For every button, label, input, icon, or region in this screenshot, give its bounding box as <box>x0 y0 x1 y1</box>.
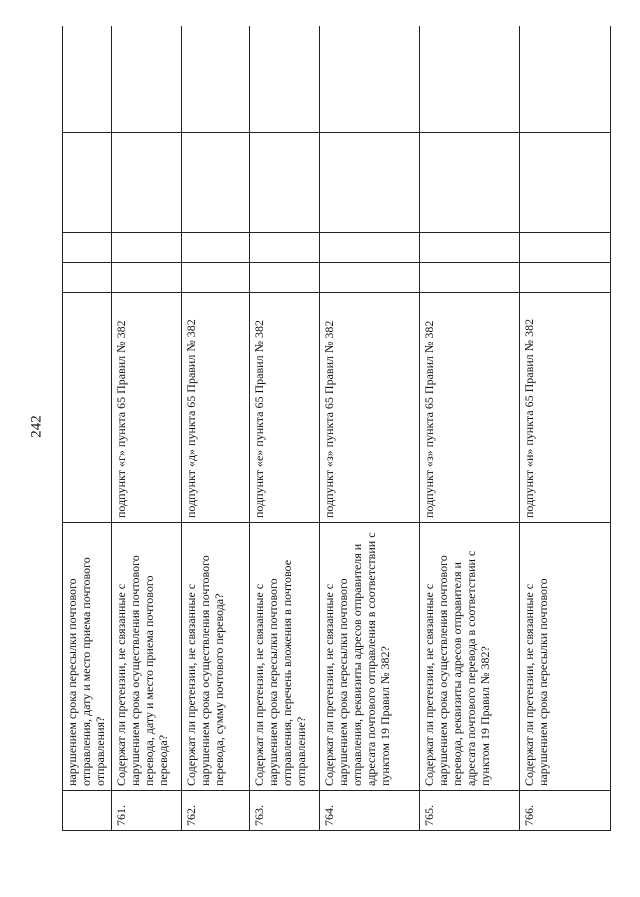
empty-cell <box>320 233 420 263</box>
empty-cell <box>63 263 112 293</box>
table-row-continuation <box>63 26 112 831</box>
empty-cell <box>112 133 182 233</box>
empty-cell <box>520 233 611 263</box>
reference-cell: подпункт «з» пункта 65 Правил № 382 <box>320 293 420 523</box>
reference-cell: подпункт «е» пункта 65 Правил № 382 <box>250 293 320 523</box>
empty-cell <box>63 133 112 233</box>
empty-cell <box>250 263 320 293</box>
empty-cell <box>250 26 320 133</box>
question-cell: Содержат ли претензии, не связанные с нарушением срока пересылки почтового отправления, реквизиты адресов отправителя и адресата почтового отправления в соответствии с пунктом 19 Правил № 382? <box>320 523 420 791</box>
rotated-table-container <box>62 26 611 831</box>
row-number-cell: 765. <box>420 791 520 831</box>
page-number: 242 <box>28 415 45 438</box>
empty-cell <box>63 233 112 263</box>
question-cell: Содержат ли претензии, не связанные с нарушением срока осуществления почтового перевода, реквизиты адресов отправителя и адресата почтового перевода в соответствии с пунктом 19 Правил № 382? <box>420 523 520 791</box>
reference-cell <box>63 293 112 523</box>
empty-cell <box>112 263 182 293</box>
empty-cell <box>63 26 112 133</box>
empty-cell <box>250 233 320 263</box>
reference-cell: подпункт «з» пункта 65 Правил № 382 <box>420 293 520 523</box>
question-cell: Содержат ли претензии, не связанные с нарушением срока осуществления почтового перевода, дату и место приема почтового перевода? <box>112 523 182 791</box>
empty-cell <box>182 263 250 293</box>
table-row <box>250 26 320 831</box>
empty-cell <box>320 263 420 293</box>
empty-cell <box>112 233 182 263</box>
table-row <box>182 26 250 831</box>
empty-cell <box>182 233 250 263</box>
empty-cell <box>420 233 520 263</box>
table-region <box>62 26 611 831</box>
question-cell: Содержат ли претензии, не связанные с нарушением срока пересылки почтового <box>520 523 611 791</box>
empty-cell <box>112 26 182 133</box>
empty-cell <box>182 133 250 233</box>
table-row <box>112 26 182 831</box>
table-row <box>520 26 611 831</box>
table-row <box>320 26 420 831</box>
row-number-cell: 764. <box>320 791 420 831</box>
empty-cell <box>320 133 420 233</box>
question-cell: Содержат ли претензии, не связанные с нарушением срока осуществления почтового перевода, сумму почтового перевода? <box>182 523 250 791</box>
empty-cell <box>520 133 611 233</box>
question-cell: Содержат ли претензии, не связанные с нарушением срока пересылки почтового отправления, перечень вложения в почтовое отправление? <box>250 523 320 791</box>
empty-cell <box>320 26 420 133</box>
row-number-cell: 766. <box>520 791 611 831</box>
empty-cell <box>420 263 520 293</box>
row-number-cell: 763. <box>250 791 320 831</box>
row-number-cell: 761. <box>112 791 182 831</box>
empty-cell <box>420 26 520 133</box>
reference-cell: подпункт «и» пункта 65 Правил № 382 <box>520 293 611 523</box>
empty-cell <box>250 133 320 233</box>
checklist-table <box>62 26 611 831</box>
empty-cell <box>182 26 250 133</box>
empty-cell <box>520 26 611 133</box>
question-cell: нарушением срока пересылки почтового отправления, дату и место приема почтового отправления? <box>63 523 112 791</box>
reference-cell: подпункт «г» пункта 65 Правил № 382 <box>112 293 182 523</box>
table-row <box>420 26 520 831</box>
reference-cell: подпункт «д» пункта 65 Правил № 382 <box>182 293 250 523</box>
empty-cell <box>420 133 520 233</box>
empty-cell <box>520 263 611 293</box>
row-number-cell: 762. <box>182 791 250 831</box>
row-number-cell <box>63 791 112 831</box>
